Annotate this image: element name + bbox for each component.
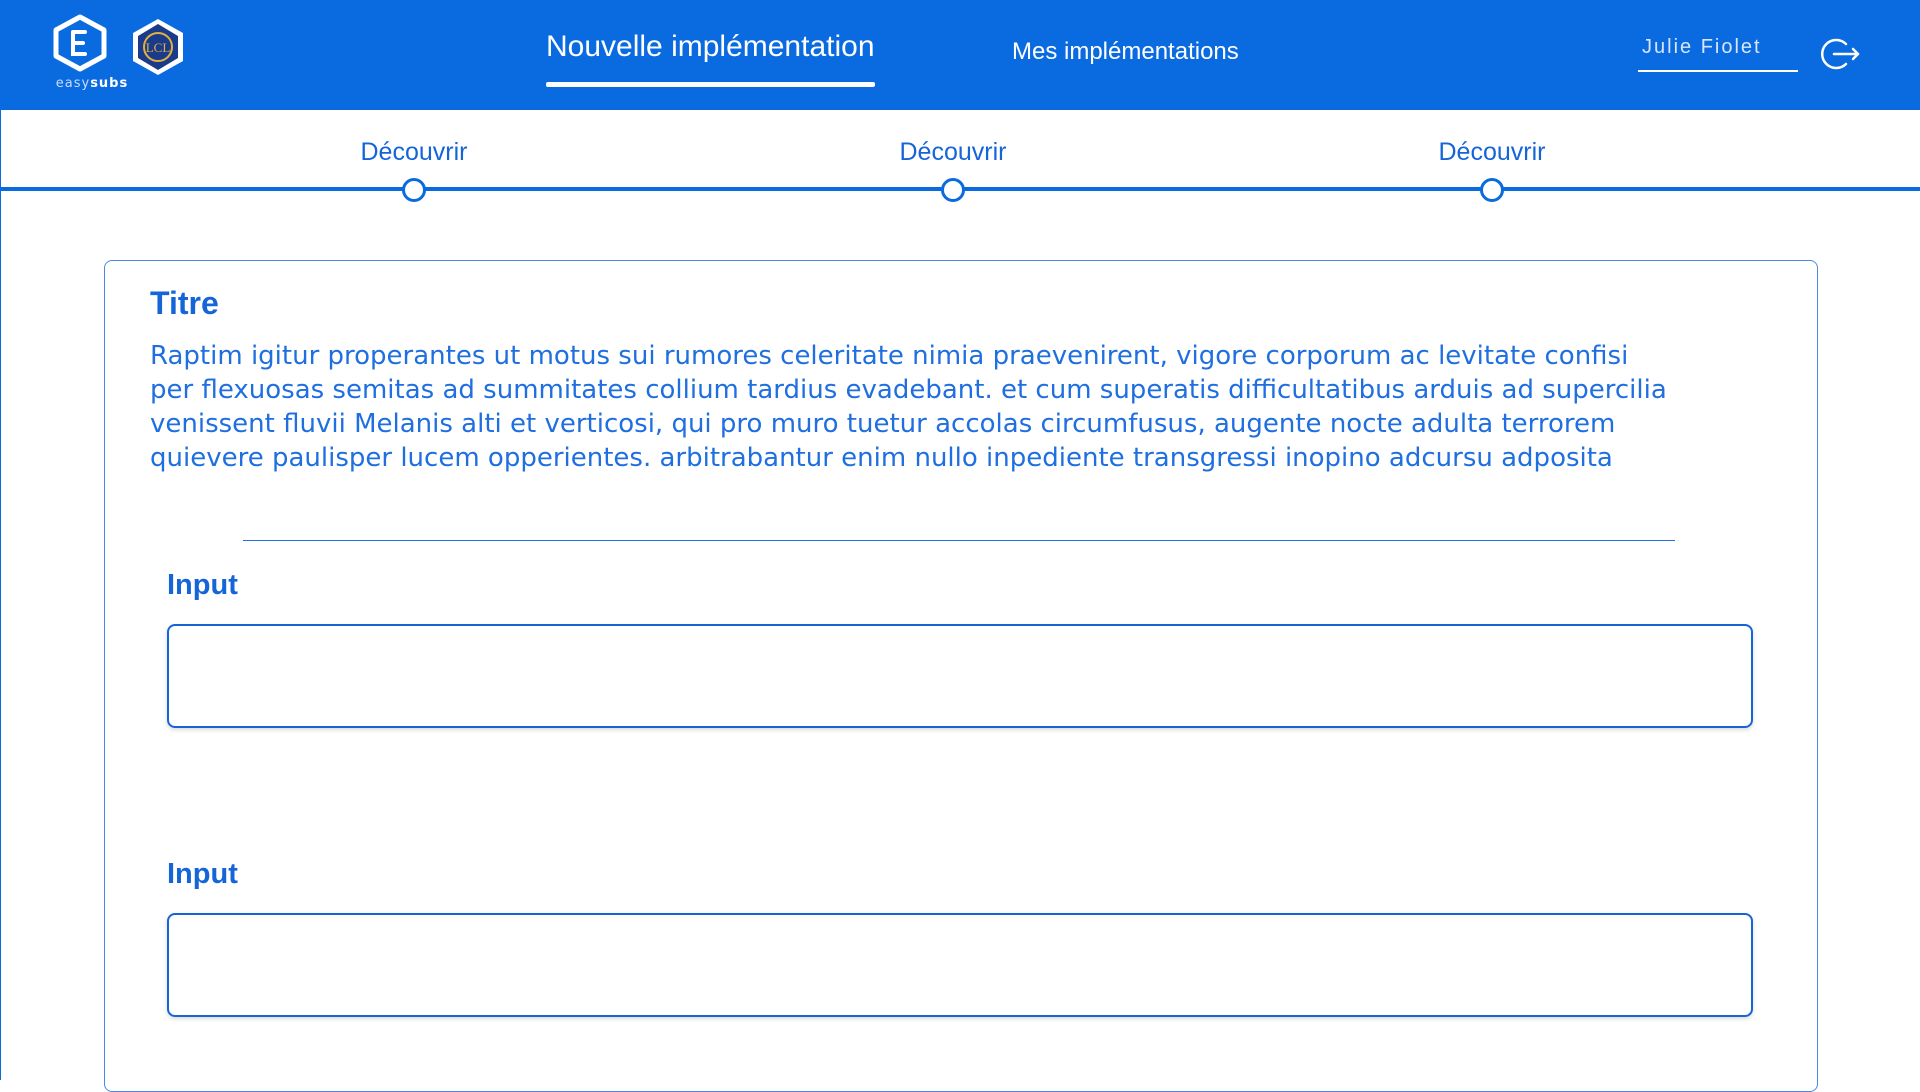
divider [243,540,1675,541]
input-1-label: Input [167,569,238,601]
lcl-logo[interactable] [128,16,188,82]
user-name-field[interactable] [1638,32,1798,72]
lcl-logo-text: LCL [145,40,171,55]
description-line: quievere paulisper lucem opperientes. arbitrabantur enim nullo inpediente transgressi inopino adcursu adposita [150,443,1613,473]
user-name: Julie Fiolet [1642,36,1762,58]
step-3-label: Découvrir [1438,138,1546,166]
brand-name-bold: subs [90,76,129,91]
tab-mes-implementations-label: Mes implémentations [1012,38,1239,65]
step-2-label: Découvrir [899,138,1007,166]
description-line: per flexuosas semitas ad summitates collium tardius evadebant. et cum superatis difficultatibus arduis ad supercilia [150,375,1667,405]
description-line: Raptim igitur properantes ut motus sui rumores celeritate nimia praevenirent, vigore corporum ac levitate confisi [150,341,1629,371]
brand-name-light: easy [55,76,91,91]
card-title: Titre [150,285,219,321]
logout-icon [1818,36,1862,72]
step-1-label: Découvrir [360,138,468,166]
brand-name [42,76,142,91]
content-card [104,260,1818,1092]
input-1-field[interactable] [167,624,1753,728]
description-line: venissent fluvii Melanis alti et verticosi, qui pro muro tuetur accolas circumfusus, augente nocte adulta terrorem [150,409,1616,439]
step-1[interactable] [314,138,514,167]
page-border [0,110,1,1080]
active-tab-indicator [546,82,875,87]
card-description [150,339,1770,475]
easysubs-hex-icon [52,14,108,72]
input-2-label: Input [167,858,238,890]
tab-nouvelle-implementation-label: Nouvelle implémentation [546,30,875,63]
input-2-field[interactable] [167,913,1753,1017]
stepper [0,110,1920,200]
tab-mes-implementations[interactable] [1012,38,1239,98]
step-3[interactable] [1392,138,1592,167]
step-2[interactable] [853,138,1053,167]
step-2-dot [941,178,965,202]
lcl-logo-icon [128,16,188,78]
step-3-dot [1480,178,1504,202]
top-bar [0,0,1920,110]
logout-button[interactable] [1818,36,1862,76]
step-1-dot [402,178,426,202]
tab-nouvelle-implementation[interactable] [546,30,875,90]
